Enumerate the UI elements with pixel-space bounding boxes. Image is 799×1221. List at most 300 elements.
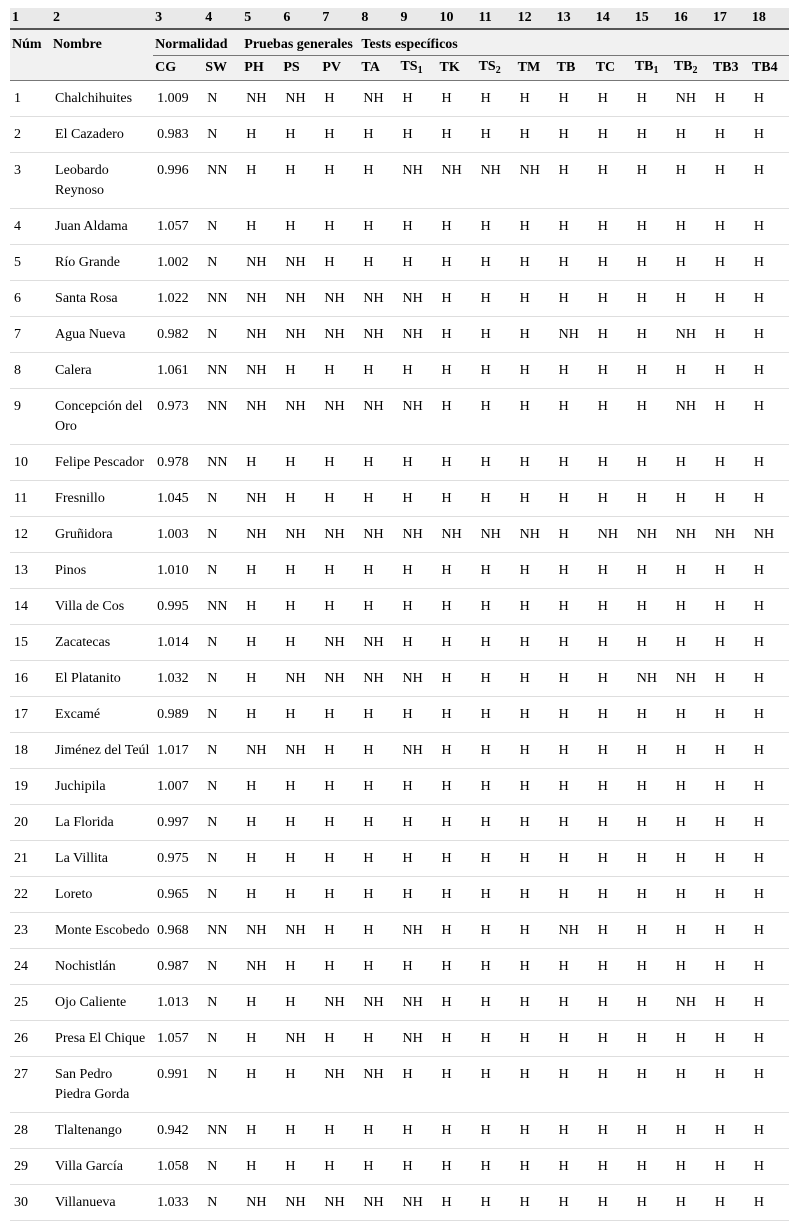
test-result: H — [750, 281, 789, 317]
cg-value: 0.996 — [153, 153, 203, 209]
test-result: H — [477, 481, 516, 517]
test-result: H — [555, 877, 594, 913]
row-number: 18 — [10, 733, 51, 769]
cg-value: 1.045 — [153, 481, 203, 517]
test-result: N — [203, 805, 242, 841]
test-result: H — [555, 1021, 594, 1057]
test-result: H — [750, 1113, 789, 1149]
test-result: NH — [633, 517, 672, 553]
test-result: H — [398, 1113, 437, 1149]
station-name: Presa El Chique — [51, 1021, 153, 1057]
test-result: H — [398, 481, 437, 517]
header-tk: TK — [438, 56, 477, 81]
test-result: H — [398, 841, 437, 877]
test-result: H — [359, 697, 398, 733]
station-name: Leobardo Reynoso — [51, 153, 153, 209]
test-result: H — [516, 841, 555, 877]
station-name: Juan Aldama — [51, 209, 153, 245]
test-result: H — [594, 281, 633, 317]
test-result: NH — [242, 281, 281, 317]
cg-value: 1.010 — [153, 553, 203, 589]
test-result: H — [281, 769, 320, 805]
test-result: H — [398, 769, 437, 805]
test-result: H — [438, 389, 477, 445]
cg-value: 0.989 — [153, 697, 203, 733]
test-result: H — [555, 209, 594, 245]
test-result: NH — [320, 661, 359, 697]
column-number: 5 — [242, 8, 281, 29]
test-result: H — [242, 553, 281, 589]
test-result: N — [203, 117, 242, 153]
test-result: H — [320, 1149, 359, 1185]
station-name: Tlaltenango — [51, 1113, 153, 1149]
cg-value: 0.973 — [153, 389, 203, 445]
table-row — [10, 353, 789, 389]
test-result: H — [555, 1185, 594, 1221]
row-number: 12 — [10, 517, 51, 553]
test-result: H — [438, 445, 477, 481]
test-result: H — [242, 589, 281, 625]
test-result: H — [477, 877, 516, 913]
row-number: 21 — [10, 841, 51, 877]
test-result: H — [672, 481, 711, 517]
test-result: NH — [398, 1021, 437, 1057]
test-result: H — [438, 625, 477, 661]
test-result: NH — [516, 517, 555, 553]
test-result: H — [359, 805, 398, 841]
header-tb2: $TB_2$ — [672, 56, 711, 81]
test-result: NH — [359, 517, 398, 553]
row-number: 11 — [10, 481, 51, 517]
test-result: NH — [281, 1185, 320, 1221]
column-number: 3 — [153, 8, 203, 29]
test-result: H — [594, 877, 633, 913]
test-result: H — [438, 697, 477, 733]
test-result: H — [711, 317, 750, 353]
row-number: 7 — [10, 317, 51, 353]
test-result: H — [438, 733, 477, 769]
test-result: H — [594, 589, 633, 625]
test-result: H — [750, 389, 789, 445]
station-name: Ojo Caliente — [51, 985, 153, 1021]
table-row — [10, 1057, 789, 1113]
test-result: H — [555, 445, 594, 481]
test-result: H — [750, 445, 789, 481]
test-result: H — [281, 985, 320, 1021]
table-row — [10, 805, 789, 841]
test-result: H — [320, 913, 359, 949]
test-result: NH — [359, 625, 398, 661]
test-result: H — [281, 589, 320, 625]
test-result: H — [438, 877, 477, 913]
test-result: H — [633, 281, 672, 317]
table-row — [10, 985, 789, 1021]
test-result: H — [633, 209, 672, 245]
test-result: H — [516, 769, 555, 805]
test-result: H — [594, 445, 633, 481]
header-tb: TB — [555, 56, 594, 81]
test-result: H — [438, 481, 477, 517]
test-result: H — [438, 281, 477, 317]
test-result: NH — [320, 389, 359, 445]
test-result: H — [672, 841, 711, 877]
test-result: H — [438, 1021, 477, 1057]
row-number: 19 — [10, 769, 51, 805]
test-result: H — [672, 445, 711, 481]
test-result: H — [594, 317, 633, 353]
test-result: H — [672, 1057, 711, 1113]
group-pruebas-generales: Pruebas generales — [242, 29, 359, 56]
test-result: H — [633, 317, 672, 353]
test-result: H — [359, 445, 398, 481]
test-result: H — [516, 985, 555, 1021]
test-result: H — [398, 697, 437, 733]
test-result: NH — [320, 317, 359, 353]
test-result: NH — [281, 317, 320, 353]
table-row — [10, 733, 789, 769]
test-result: H — [750, 985, 789, 1021]
test-result: H — [359, 117, 398, 153]
test-result: H — [477, 733, 516, 769]
test-result: H — [320, 877, 359, 913]
test-result: H — [633, 697, 672, 733]
test-result: H — [359, 153, 398, 209]
test-result: NH — [281, 733, 320, 769]
row-number: 3 — [10, 153, 51, 209]
cg-value: 0.982 — [153, 317, 203, 353]
test-result: H — [555, 841, 594, 877]
table-row — [10, 317, 789, 353]
test-result: NH — [242, 733, 281, 769]
test-result: H — [672, 1149, 711, 1185]
test-result: H — [633, 769, 672, 805]
test-result: H — [711, 153, 750, 209]
test-result: N — [203, 317, 242, 353]
table-row — [10, 1021, 789, 1057]
test-result: H — [750, 81, 789, 117]
test-result: H — [555, 625, 594, 661]
test-result: H — [633, 913, 672, 949]
test-result: H — [477, 553, 516, 589]
test-result: NH — [359, 985, 398, 1021]
row-number: 8 — [10, 353, 51, 389]
test-result: H — [359, 553, 398, 589]
test-result: H — [477, 697, 516, 733]
test-result: H — [359, 841, 398, 877]
test-result: H — [359, 1149, 398, 1185]
test-result: H — [281, 481, 320, 517]
test-result: H — [438, 805, 477, 841]
test-result: H — [711, 481, 750, 517]
test-result: H — [398, 589, 437, 625]
row-number: 24 — [10, 949, 51, 985]
test-result: H — [633, 389, 672, 445]
table-row — [10, 913, 789, 949]
cg-value: 1.002 — [153, 245, 203, 281]
test-result: H — [594, 553, 633, 589]
station-name: Villanueva — [51, 1185, 153, 1221]
test-result: H — [242, 117, 281, 153]
test-result: N — [203, 81, 242, 117]
test-result: N — [203, 661, 242, 697]
station-name: Felipe Pescador — [51, 445, 153, 481]
cg-value: 1.009 — [153, 81, 203, 117]
table-row — [10, 517, 789, 553]
table-header — [10, 8, 789, 81]
test-result: H — [477, 245, 516, 281]
column-number: 4 — [203, 8, 242, 29]
test-result: H — [516, 625, 555, 661]
test-result: H — [438, 841, 477, 877]
test-result: H — [750, 625, 789, 661]
test-result: H — [516, 389, 555, 445]
header-ph: PH — [242, 56, 281, 81]
test-result: H — [750, 913, 789, 949]
test-result: NH — [398, 733, 437, 769]
test-result: NH — [281, 389, 320, 445]
test-result: H — [516, 353, 555, 389]
test-result: H — [359, 769, 398, 805]
test-result: NH — [281, 1021, 320, 1057]
test-result: H — [438, 1149, 477, 1185]
test-result: H — [633, 245, 672, 281]
test-result: H — [281, 1113, 320, 1149]
row-number: 4 — [10, 209, 51, 245]
test-result: N — [203, 733, 242, 769]
test-result: H — [320, 445, 359, 481]
test-result: NH — [398, 281, 437, 317]
test-result: H — [359, 1113, 398, 1149]
test-result: H — [477, 1021, 516, 1057]
test-result: H — [633, 353, 672, 389]
test-result: H — [438, 949, 477, 985]
test-result: NH — [320, 625, 359, 661]
table-row — [10, 841, 789, 877]
test-result: H — [555, 281, 594, 317]
test-result: H — [516, 733, 555, 769]
test-result: H — [242, 1057, 281, 1113]
cg-value: 0.968 — [153, 913, 203, 949]
test-result: N — [203, 1149, 242, 1185]
test-result: H — [281, 209, 320, 245]
test-result: H — [711, 589, 750, 625]
table-row — [10, 949, 789, 985]
group-header-row — [10, 29, 789, 56]
test-result: H — [711, 281, 750, 317]
test-result: NH — [242, 1185, 281, 1221]
test-result: H — [477, 949, 516, 985]
test-result: H — [320, 841, 359, 877]
test-result: H — [359, 589, 398, 625]
test-result: H — [359, 353, 398, 389]
test-result: H — [477, 985, 516, 1021]
station-name: Chalchihuites — [51, 81, 153, 117]
test-result: H — [711, 1185, 750, 1221]
test-result: H — [477, 589, 516, 625]
test-result: H — [242, 877, 281, 913]
test-result: H — [594, 949, 633, 985]
station-name: Gruñidora — [51, 517, 153, 553]
row-number: 27 — [10, 1057, 51, 1113]
test-result: H — [320, 1113, 359, 1149]
test-result: H — [594, 625, 633, 661]
test-result: H — [477, 389, 516, 445]
test-result: H — [398, 949, 437, 985]
test-result: H — [398, 209, 437, 245]
test-result: H — [555, 805, 594, 841]
test-result: H — [477, 1149, 516, 1185]
cg-value: 0.983 — [153, 117, 203, 153]
test-result: NH — [242, 317, 281, 353]
test-result: H — [438, 589, 477, 625]
test-result: H — [438, 353, 477, 389]
row-number: 25 — [10, 985, 51, 1021]
test-result: H — [555, 589, 594, 625]
test-result: H — [359, 481, 398, 517]
column-number: 1 — [10, 8, 51, 29]
test-result: H — [477, 353, 516, 389]
test-result: H — [398, 353, 437, 389]
test-result: H — [750, 877, 789, 913]
test-result: H — [672, 805, 711, 841]
test-result: H — [477, 117, 516, 153]
test-result: H — [711, 733, 750, 769]
test-result: H — [633, 625, 672, 661]
table-row — [10, 245, 789, 281]
test-result: H — [477, 625, 516, 661]
test-result: H — [594, 841, 633, 877]
test-result: H — [711, 1149, 750, 1185]
test-result: H — [672, 913, 711, 949]
test-result: NH — [594, 517, 633, 553]
test-result: H — [516, 661, 555, 697]
test-result: H — [477, 317, 516, 353]
test-result: NH — [242, 949, 281, 985]
table-row — [10, 209, 789, 245]
test-result: H — [633, 841, 672, 877]
row-number: 13 — [10, 553, 51, 589]
test-result: H — [242, 1149, 281, 1185]
station-name: Santa Rosa — [51, 281, 153, 317]
column-number: 16 — [672, 8, 711, 29]
test-result: H — [594, 913, 633, 949]
test-result: H — [672, 117, 711, 153]
column-number: 10 — [438, 8, 477, 29]
test-result: H — [516, 949, 555, 985]
test-result: H — [750, 553, 789, 589]
test-result: H — [594, 733, 633, 769]
test-result: H — [438, 985, 477, 1021]
test-result: NH — [242, 245, 281, 281]
test-result: H — [711, 697, 750, 733]
test-result: H — [711, 353, 750, 389]
test-result: N — [203, 481, 242, 517]
table-row — [10, 625, 789, 661]
row-number: 16 — [10, 661, 51, 697]
test-result: H — [711, 445, 750, 481]
test-result: NH — [398, 317, 437, 353]
test-result: NH — [359, 281, 398, 317]
cg-value: 1.003 — [153, 517, 203, 553]
test-result: H — [320, 589, 359, 625]
test-result: NH — [359, 317, 398, 353]
test-result: NH — [359, 661, 398, 697]
test-result: H — [594, 1113, 633, 1149]
cg-value: 0.991 — [153, 1057, 203, 1113]
test-result: H — [711, 117, 750, 153]
table-row — [10, 481, 789, 517]
test-result: H — [555, 481, 594, 517]
test-result: NH — [672, 317, 711, 353]
header-tb4: TB4 — [750, 56, 789, 81]
test-result: H — [281, 1057, 320, 1113]
test-result: H — [633, 805, 672, 841]
test-result: H — [750, 733, 789, 769]
test-result: H — [750, 153, 789, 209]
test-result: NH — [398, 661, 437, 697]
station-name: Río Grande — [51, 245, 153, 281]
test-result: H — [516, 805, 555, 841]
test-result: H — [750, 1185, 789, 1221]
test-result: H — [672, 949, 711, 985]
test-result: H — [633, 1021, 672, 1057]
test-result: NN — [203, 913, 242, 949]
test-result: H — [516, 245, 555, 281]
test-result: H — [516, 209, 555, 245]
cg-value: 1.017 — [153, 733, 203, 769]
test-result: H — [672, 1021, 711, 1057]
test-result: H — [555, 985, 594, 1021]
test-result: H — [320, 353, 359, 389]
test-result: N — [203, 1185, 242, 1221]
row-number: 10 — [10, 445, 51, 481]
test-result: H — [594, 209, 633, 245]
header-ps: PS — [281, 56, 320, 81]
test-result: H — [477, 1113, 516, 1149]
test-result: H — [594, 805, 633, 841]
test-result: H — [711, 245, 750, 281]
test-result: NN — [203, 389, 242, 445]
test-result: H — [242, 769, 281, 805]
test-result: H — [477, 81, 516, 117]
test-result: H — [398, 245, 437, 281]
test-result: N — [203, 1057, 242, 1113]
header-nombre: Nombre — [51, 29, 153, 81]
table-row — [10, 877, 789, 913]
test-result: H — [281, 1149, 320, 1185]
test-result: NH — [242, 481, 281, 517]
test-result: NH — [281, 245, 320, 281]
cg-value: 1.033 — [153, 1185, 203, 1221]
test-result: H — [477, 769, 516, 805]
column-number: 12 — [516, 8, 555, 29]
cg-value: 1.061 — [153, 353, 203, 389]
test-result: NH — [320, 281, 359, 317]
cg-value: 1.022 — [153, 281, 203, 317]
group-normalidad: Normalidad — [153, 29, 242, 56]
test-result: H — [555, 1149, 594, 1185]
test-result: H — [750, 949, 789, 985]
column-number: 7 — [320, 8, 359, 29]
test-result: H — [516, 589, 555, 625]
test-result: H — [594, 245, 633, 281]
test-result: H — [633, 1185, 672, 1221]
test-result: H — [320, 209, 359, 245]
test-result: NH — [281, 913, 320, 949]
test-result: H — [281, 697, 320, 733]
test-result: H — [516, 553, 555, 589]
test-result: H — [281, 553, 320, 589]
